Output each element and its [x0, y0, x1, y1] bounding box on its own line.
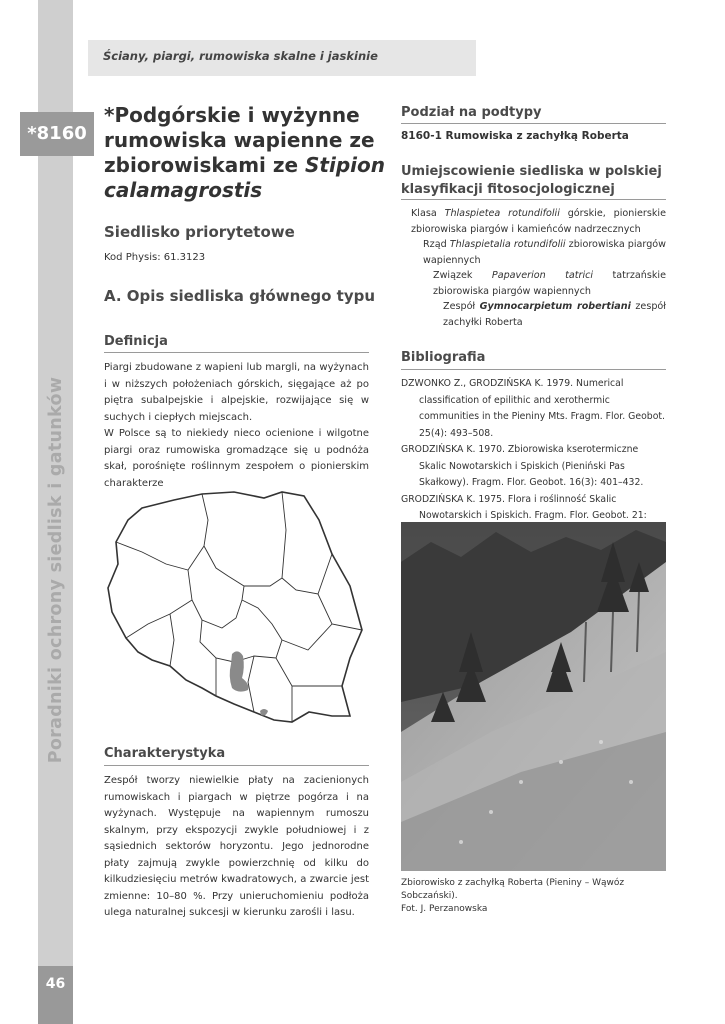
bibliography-list [401, 376, 666, 541]
rzad-entry [401, 237, 666, 268]
taxon-desc: zbiorowiska piargów wapiennych [423, 239, 666, 266]
title-latin: Stipion [305, 153, 385, 177]
classification-list [401, 206, 666, 330]
title-text: zbiorowiskami ze [104, 153, 306, 177]
title-line: rumowiska wapienne ze [104, 128, 375, 152]
section-title: Ściany, piargi, rumowiska skalne i jaskinie [103, 49, 378, 63]
bib-entry: DZWONKO Z., GRODZIŃSKA K. 1979. Numerical classification of epilithic and xerothermic communities in the Pieniny Mts. Fragm. Flor. Geobot. 25(4): 493–508. [401, 378, 665, 439]
series-title-vertical [44, 360, 68, 780]
heading-line: Umiejscowienie siedliska w polskiej [401, 164, 662, 179]
divider [401, 199, 666, 200]
subtype-name: 8160-1 Rumowiska z zachyłką Roberta [401, 130, 629, 142]
habitat-photo [401, 522, 666, 871]
zespol-entry [401, 299, 666, 330]
taxon-name: Papaverion tatrici [491, 270, 594, 281]
charakterystyka-heading: Charakterystyka [104, 746, 226, 761]
divider [401, 123, 666, 124]
bib-entry: GRODZIŃSKA K. 1975. Flora i roślinność Skalic Nowotarskich i Spiskich. Fragm. Flor. Geobot. 21: [401, 493, 647, 521]
taxon-name: Thlaspietea rotundifolii [444, 208, 560, 219]
podzial-heading: Podział na podtypy [401, 105, 542, 120]
title-line [104, 153, 394, 178]
page-number: 46 [38, 966, 73, 1024]
paragraph: W Polsce są to niekiedy nieco ocienione i wilgotne piargi oraz rumowiska gromadzące się u podnóża skał, porośnięte roślinnym zespołem o pionierskim charakterze [104, 428, 369, 489]
poland-map [104, 490, 366, 726]
rank-label: Rząd [423, 239, 450, 250]
rank-label: Związek [433, 270, 492, 281]
photo-caption [401, 877, 671, 916]
klasa-entry [401, 206, 666, 237]
taxon-desc: zespół zachyłki Roberta [443, 301, 666, 328]
section-a-heading: A. Opis siedliska głównego typu [104, 287, 376, 305]
photo-credit: Fot. J. Perzanowska [401, 904, 488, 914]
priority-heading: Siedlisko priorytetowe [104, 223, 295, 241]
taxon-name: Gymnocarpietum robertiani [479, 301, 631, 312]
heading-line: klasyfikacji fitosocjologicznej [401, 182, 615, 197]
title-line [104, 178, 394, 203]
bib-entry: GRODZIŃSKA K. 1970. Zbiorowiska kserotermiczne Skalic Nowotarskich i Spiskich (Pieniński Pas Skałkowy). Fragm. Flor. Geobot. 16(3): 401–432. [401, 444, 644, 488]
taxon-desc: górskie, pionierskie zbiorowiska piargów i kamieńców nadrzecznych [411, 208, 666, 235]
paragraph: Piargi zbudowane z wapieni lub margli, na wyżynach i w niższych położeniach górskich, sięgające aż po piętra subalpejskie i alpejskie, rozwijające się w suchych i ciepłych miejscach. [104, 362, 369, 423]
definicja-text [104, 360, 369, 492]
caption-line: Zbiorowisko z zachyłką Roberta (Pieniny – Wąwóz Sobczański). [401, 878, 625, 901]
bibliografia-heading: Bibliografia [401, 350, 486, 365]
title-latin: calamagrostis [104, 178, 263, 202]
kod-physis: Kod Physis: 61.3123 [104, 252, 206, 263]
rank-label: Klasa [411, 208, 445, 219]
divider [401, 369, 666, 370]
rank-label: Zespół [443, 301, 480, 312]
classification-heading [401, 163, 662, 199]
taxon-name: Thlaspietalia rotundifolii [449, 239, 566, 250]
series-title: Poradniki ochrony siedlisk i gatunków [46, 376, 66, 764]
habitat-code-badge: *8160 [20, 112, 94, 156]
divider [104, 352, 369, 353]
title-line: *Podgórskie i wyżynne [104, 103, 360, 127]
charakterystyka-text: Zespół tworzy niewielkie płaty na zacienionych rumowiskach i piargach w piętrze pogórza i na wyżynach. Występuje na wapiennym rumoszu skalnym, przy ekspozycji zwykle południowej i z sąsiednich sektorów horyzontu. Jego jednorodne płaty zajmują zwykle powierzchnię od kilku do kilkudziesięciu metrów kwadratowych, a zwarcie jest zmienne: 10–80 %. Przy unieruchomieniu podłoża ulega naturalnej sukcesji w kierunku zarośli i lasu. [104, 775, 369, 918]
zwiazek-entry [401, 268, 666, 299]
definicja-heading: Definicja [104, 334, 168, 349]
taxon-desc: tatrzańskie zbiorowiska piargów wapiennych [433, 270, 666, 297]
divider [104, 765, 369, 766]
habitat-title [104, 103, 394, 203]
